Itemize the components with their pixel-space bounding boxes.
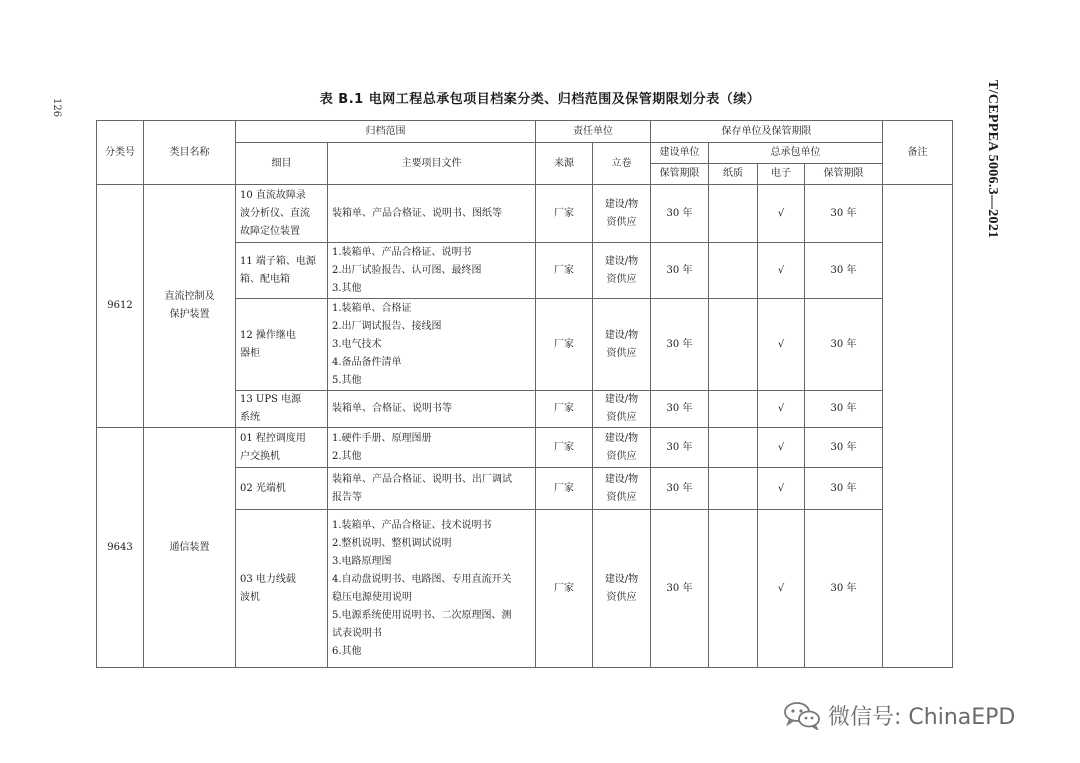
electronic-cell: √ <box>758 510 805 668</box>
text-line: 2.其他 <box>332 450 362 462</box>
contractor-period-cell: 30 年 <box>805 243 883 299</box>
electronic-cell: √ <box>758 468 805 510</box>
contractor-period-cell: 30 年 <box>805 510 883 668</box>
text-line: 装箱单、合格证、说明书等 <box>332 403 452 414</box>
text-line: 波机 <box>240 591 260 603</box>
item-cell <box>236 428 328 468</box>
text-line: 13 UPS 电源 <box>240 394 302 405</box>
builder-period-cell: 30 年 <box>651 468 709 510</box>
paper-cell <box>709 243 758 299</box>
contractor-period-cell: 30 年 <box>805 391 883 428</box>
wechat-icon <box>782 700 822 730</box>
filing-cell <box>593 428 651 468</box>
text-line: 03 电力线载 <box>240 573 296 585</box>
files-cell <box>328 428 536 468</box>
text-line: 户交换机 <box>240 450 280 462</box>
filing-cell <box>593 185 651 243</box>
table-row <box>97 185 953 243</box>
item-cell <box>236 510 328 668</box>
text-line: 2.出厂调试报告、接线图 <box>332 320 442 332</box>
remarks-cell <box>883 185 953 668</box>
source-cell: 厂家 <box>536 391 593 428</box>
text-line: 故障定位装置 <box>240 225 300 237</box>
class-code-cell: 9643 <box>97 428 144 668</box>
text-line: 建设/物 <box>604 473 639 485</box>
text-line: 器柜 <box>240 347 260 359</box>
builder-period-cell: 30 年 <box>651 185 709 243</box>
watermark <box>782 700 1015 730</box>
text-line: 资供应 <box>606 412 637 423</box>
builder-period-cell: 30 年 <box>651 243 709 299</box>
header-item: 细目 <box>236 143 328 185</box>
watermark-text: 微信号: ChinaEPD <box>828 704 1016 730</box>
page-number: 126 <box>51 98 62 118</box>
electronic-cell: √ <box>758 185 805 243</box>
header-source: 来源 <box>536 143 593 185</box>
standard-code: T/CEPPEA 5006.3—2021 <box>985 80 1000 239</box>
source-cell: 厂家 <box>536 243 593 299</box>
text-line: 装箱单、产品合格证、说明书、出厂调试 <box>332 473 512 485</box>
header-builder: 建设单位 <box>651 143 709 164</box>
header-files: 主要项目文件 <box>328 143 536 185</box>
header-paper: 纸质 <box>709 164 758 185</box>
paper-cell <box>709 299 758 391</box>
item-cell <box>236 299 328 391</box>
text-line: 稳压电源使用说明 <box>332 591 412 603</box>
files-cell <box>328 468 536 510</box>
text-line: 建设/物 <box>604 573 639 585</box>
text-line: 11 端子箱、电源 <box>240 255 316 267</box>
text-line: 建设/物 <box>604 329 639 341</box>
source-cell: 厂家 <box>536 468 593 510</box>
filing-cell <box>593 468 651 510</box>
paper-cell <box>709 391 758 428</box>
text-line: 资供应 <box>606 347 637 359</box>
text-line: 1.装箱单、产品合格证、说明书 <box>332 246 472 258</box>
header-contractor: 总承包单位 <box>709 143 883 164</box>
text-line: 资供应 <box>606 591 637 603</box>
text-line: 2.出厂试验报告、认可图、最终图 <box>332 264 482 276</box>
text-line: 4.备品备件清单 <box>332 356 402 368</box>
text-line: 资供应 <box>606 491 637 503</box>
filing-cell <box>593 510 651 668</box>
text-line: 1.装箱单、合格证 <box>332 302 412 314</box>
text-line: 直流控制及 <box>164 291 215 302</box>
contractor-period-cell: 30 年 <box>805 299 883 391</box>
class-code-cell: 9612 <box>97 185 144 428</box>
text-line: 装箱单、产品合格证、说明书、图纸等 <box>332 207 502 219</box>
category-name-cell <box>144 428 236 668</box>
category-name-cell <box>144 185 236 428</box>
paper-cell <box>709 468 758 510</box>
paper-cell <box>709 428 758 468</box>
filing-cell <box>593 299 651 391</box>
contractor-period-cell: 30 年 <box>805 185 883 243</box>
text-line: 3.其他 <box>332 282 362 294</box>
text-line: 建设/物 <box>604 255 639 267</box>
text-line: 3.电气技术 <box>332 338 382 350</box>
text-line: 资供应 <box>606 216 637 228</box>
header-filing: 立卷 <box>593 143 651 185</box>
builder-period-cell: 30 年 <box>651 428 709 468</box>
files-cell <box>328 510 536 668</box>
text-line: 报告等 <box>332 491 362 503</box>
text-line: 保护装置 <box>169 309 210 320</box>
text-line: 5.其他 <box>332 374 362 386</box>
header-code: 分类号 <box>97 121 144 185</box>
files-cell <box>328 299 536 391</box>
text-line: 12 操作继电 <box>240 329 296 341</box>
filing-cell <box>593 391 651 428</box>
files-cell <box>328 185 536 243</box>
item-cell <box>236 391 328 428</box>
contractor-period-cell: 30 年 <box>805 428 883 468</box>
files-cell <box>328 243 536 299</box>
text-line: 试表说明书 <box>332 627 382 639</box>
text-line: 6.其他 <box>332 645 362 657</box>
text-line: 2.整机说明、整机调试说明 <box>332 537 452 549</box>
text-line: 建设/物 <box>604 394 639 405</box>
text-line: 1.装箱单、产品合格证、技术说明书 <box>332 519 492 531</box>
header-retention: 保存单位及保管期限 <box>651 121 883 143</box>
text-line: 系统 <box>240 412 260 423</box>
source-cell: 厂家 <box>536 510 593 668</box>
text-line: 建设/物 <box>604 198 639 210</box>
text-line: 02 光端机 <box>240 482 286 494</box>
item-cell <box>236 243 328 299</box>
text-line: 资供应 <box>606 450 637 462</box>
text-line: 3.电路原理图 <box>332 555 392 567</box>
electronic-cell: √ <box>758 243 805 299</box>
electronic-cell: √ <box>758 428 805 468</box>
text-line: 5.电源系统使用说明书、二次原理图、测 <box>332 609 512 621</box>
text-line: 1.硬件手册、原理图册 <box>332 432 432 444</box>
archive-table <box>96 120 953 668</box>
source-cell: 厂家 <box>536 299 593 391</box>
header-responsible: 责任单位 <box>536 121 651 143</box>
filing-cell <box>593 243 651 299</box>
header-contractor-period: 保管期限 <box>805 164 883 185</box>
item-cell <box>236 468 328 510</box>
builder-period-cell: 30 年 <box>651 510 709 668</box>
text-line: 通信装置 <box>169 541 210 553</box>
item-cell <box>236 185 328 243</box>
source-cell: 厂家 <box>536 185 593 243</box>
text-line: 4.自动盘说明书、电路图、专用直流开关 <box>332 573 512 585</box>
header-category: 类目名称 <box>144 121 236 185</box>
builder-period-cell: 30 年 <box>651 391 709 428</box>
files-cell <box>328 391 536 428</box>
electronic-cell: √ <box>758 391 805 428</box>
header-electronic: 电子 <box>758 164 805 185</box>
paper-cell <box>709 185 758 243</box>
header-remarks: 备注 <box>883 121 953 185</box>
text-line: 建设/物 <box>604 432 639 444</box>
text-line: 资供应 <box>606 273 637 285</box>
contractor-period-cell: 30 年 <box>805 468 883 510</box>
text-line: 波分析仪、直流 <box>240 207 310 219</box>
paper-cell <box>709 510 758 668</box>
builder-period-cell: 30 年 <box>651 299 709 391</box>
header-builder-period: 保管期限 <box>651 164 709 185</box>
text-line: 箱、配电箱 <box>240 273 290 285</box>
electronic-cell: √ <box>758 299 805 391</box>
text-line: 10 直流故障录 <box>240 189 306 201</box>
source-cell: 厂家 <box>536 428 593 468</box>
header-scope: 归档范围 <box>236 121 536 143</box>
text-line: 01 程控调度用 <box>240 432 306 444</box>
table-title: 表 B.1 电网工程总承包项目档案分类、归档范围及保管期限划分表（续） <box>319 92 761 107</box>
table-row <box>97 428 953 468</box>
